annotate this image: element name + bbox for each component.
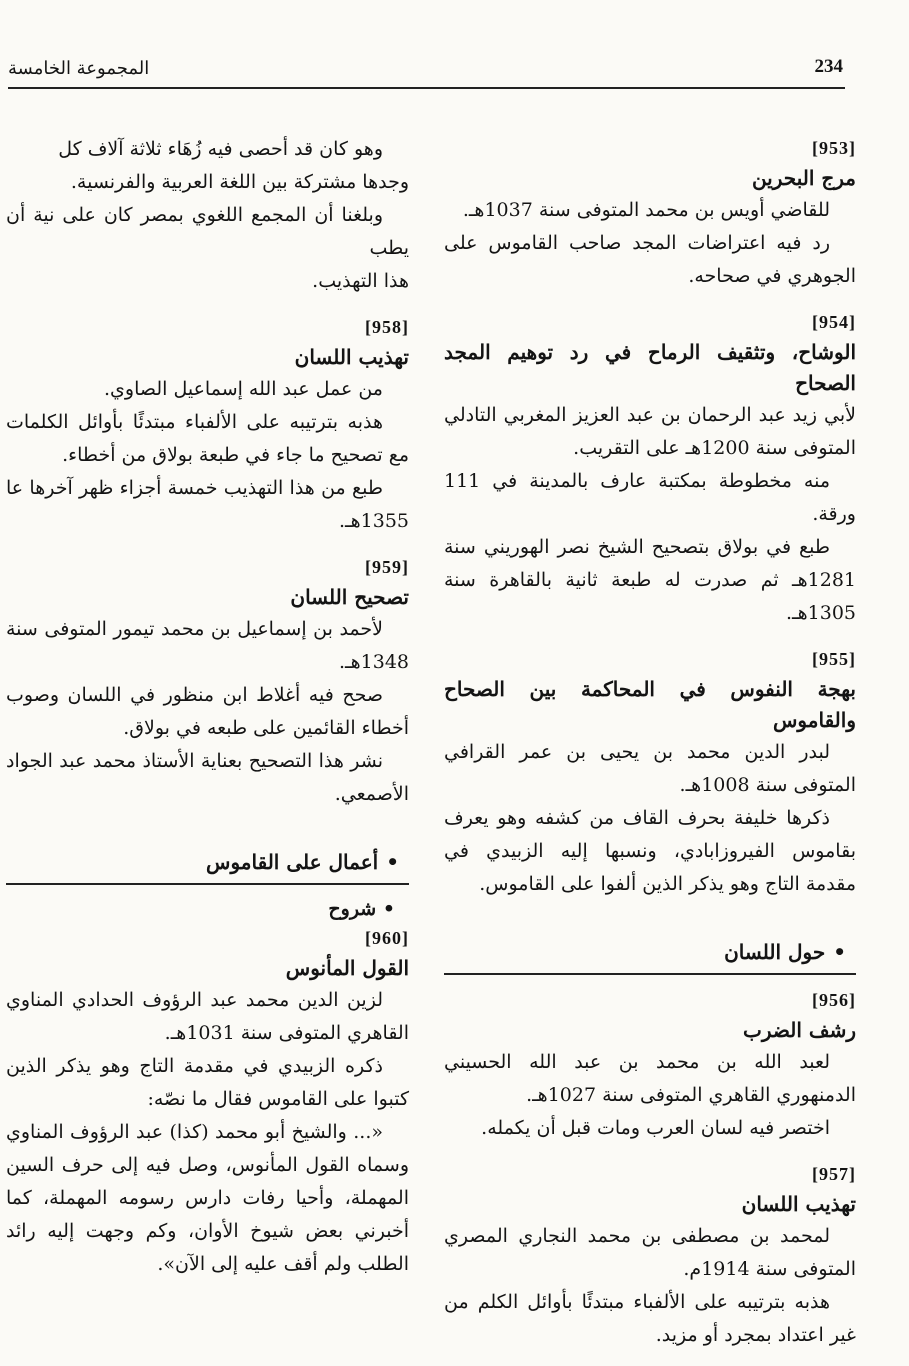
section-heading bbox=[6, 845, 409, 879]
entry-958 bbox=[6, 312, 409, 538]
subsection-heading bbox=[6, 895, 409, 923]
entry-text: وهو كان قد أحصى فيه زُهَاء ثلاثة آلاف كل bbox=[58, 138, 383, 160]
section-title: حول اللسان bbox=[724, 940, 826, 964]
entry-955 bbox=[444, 644, 856, 901]
right-column bbox=[444, 133, 856, 1366]
entry-text: لعبد الله بن محمد بن عبد الله الحسيني الدمنهوري القاهري المتوفى سنة 1027هـ. bbox=[444, 1051, 856, 1106]
entry-title: القول المأنوس bbox=[285, 956, 409, 980]
entry-number: [959] bbox=[365, 557, 409, 577]
entry-text: هذبه بترتيبه على الألفباء مبتدئًا بأوائل الكلم من غير اعتداد بمجرد أو مزيد. bbox=[444, 1291, 856, 1346]
entry-number: [957] bbox=[812, 1164, 856, 1184]
continuation-text bbox=[6, 133, 409, 298]
entry-title: تهذيب اللسان bbox=[294, 345, 409, 369]
group-title: المجموعة الخامسة bbox=[8, 58, 150, 79]
entry-text: للقاضي أويس بن محمد المتوفى سنة 1037هـ. bbox=[462, 199, 830, 221]
entry-number: [958] bbox=[365, 317, 409, 337]
entry-number: [955] bbox=[812, 649, 856, 669]
entry-text: لمحمد بن مصطفى بن محمد النجاري المصري المتوفى سنة 1914م. bbox=[444, 1225, 856, 1280]
entry-text: وبلغنا أن المجمع اللغوي بمصر كان على نية أن يطب bbox=[6, 204, 409, 259]
entry-959 bbox=[6, 552, 409, 811]
entry-text: ذكره الزبيدي في مقدمة التاج وهو يذكر الذين كتبوا على القاموس فقال ما نصّه: bbox=[6, 1055, 409, 1110]
entry-title: بهجة النفوس في المحاكمة بين الصحاح والقاموس bbox=[444, 677, 856, 732]
entry-title: رشف الضرب bbox=[743, 1018, 856, 1042]
entry-957 bbox=[444, 1159, 856, 1352]
entry-text: نشر هذا التصحيح بعناية الأستاذ محمد عبد الجواد الأصمعي. bbox=[6, 750, 409, 805]
entry-text: من عمل عبد الله إسماعيل الصاوي. bbox=[104, 378, 383, 400]
entry-text: هذبه بترتيبه على الألفباء مبتدئًا بأوائل الكلمات مع تصحيح ما جاء في طبعة بولاق من أخطاء. bbox=[6, 411, 409, 466]
entry-text: ذكرها خليفة بحرف القاف من كشفه وهو يعرف بقاموس الفيروزابادي، ونسبها إليه الزبيدي في مقدمة التاج وهو يذكر الذين ألفوا على القاموس. bbox=[444, 807, 856, 895]
running-head bbox=[8, 54, 843, 86]
section-rule bbox=[6, 883, 409, 885]
section-rule bbox=[444, 973, 856, 975]
entry-text: اختصر فيه لسان العرب ومات قبل أن يكمله. bbox=[481, 1117, 830, 1139]
entry-text: لزين الدين محمد عبد الرؤوف الحدادي المناوي القاهري المتوفى سنة 1031هـ. bbox=[6, 989, 409, 1044]
section-title: أعمال على القاموس bbox=[206, 850, 379, 874]
entry-number: [953] bbox=[812, 138, 856, 158]
entry-number: [956] bbox=[812, 990, 856, 1010]
entry-text: منه مخطوطة بمكتبة عارف بالمدينة في 111 ورقة. bbox=[444, 470, 856, 525]
entry-text: طبع من هذا التهذيب خمسة أجزاء ظهر آخرها عا 1355هـ. bbox=[6, 477, 409, 532]
entry-960 bbox=[6, 923, 409, 1281]
entry-title: مرج البحرين bbox=[751, 166, 856, 190]
left-column bbox=[6, 133, 409, 1295]
entry-954 bbox=[444, 307, 856, 630]
entry-text: صحح فيه أغلاط ابن منظور في اللسان وصوب أخطاء القائمين على طبعه في بولاق. bbox=[6, 684, 409, 739]
entry-text: طبع في بولاق بتصحيح الشيخ نصر الهوريني سنة 1281هـ ثم صدرت له طبعة ثانية بالقاهرة سنة 1305هـ. bbox=[444, 536, 856, 624]
entry-text: وجدها مشتركة بين اللغة العربية والفرنسية. bbox=[70, 171, 409, 193]
page-number: 234 bbox=[814, 56, 843, 77]
entry-text: رد فيه اعتراضات المجد صاحب القاموس على الجوهري في صحاحه. bbox=[444, 232, 856, 287]
bullet-icon: • bbox=[386, 850, 399, 874]
entry-title: الوشاح، وتثقيف الرماح في رد توهيم المجد الصحاح bbox=[444, 340, 856, 395]
entry-text: لأبي زيد عبد الرحمان بن عبد العزيز المغربي التادلي المتوفى سنة 1200هـ على التقريب. bbox=[444, 404, 856, 459]
subsection-title: شروح bbox=[328, 898, 377, 920]
entry-title: تصحيح اللسان bbox=[290, 585, 409, 609]
entry-number: [954] bbox=[812, 312, 856, 332]
quotation-text: «... والشيخ أبو محمد (كذا) عبد الرؤوف المناوي وسماه القول المأنوس، وصل فيه إلى حرف السين المهملة، وأحيا رفات دارس رسومه المهملة، كما أخبرني بعض شيوخ الأوان، وكم وجهت إليه رائد الطلب ولم أقف عليه إلى الآن». bbox=[6, 1121, 409, 1275]
entry-953 bbox=[444, 133, 856, 293]
header-rule bbox=[8, 87, 845, 89]
entry-text: هذا التهذيب. bbox=[312, 270, 409, 292]
entry-text: لأحمد بن إسماعيل بن محمد تيمور المتوفى سنة 1348هـ. bbox=[6, 618, 409, 673]
bullet-icon: • bbox=[382, 898, 395, 920]
bullet-icon: • bbox=[833, 940, 846, 964]
entry-title: تهذيب اللسان bbox=[741, 1192, 856, 1216]
section-heading bbox=[444, 935, 856, 969]
entry-text: لبدر الدين محمد بن يحيى بن عمر القرافي المتوفى سنة 1008هـ. bbox=[444, 741, 856, 796]
entry-956 bbox=[444, 985, 856, 1145]
entry-number: [960] bbox=[365, 928, 409, 948]
